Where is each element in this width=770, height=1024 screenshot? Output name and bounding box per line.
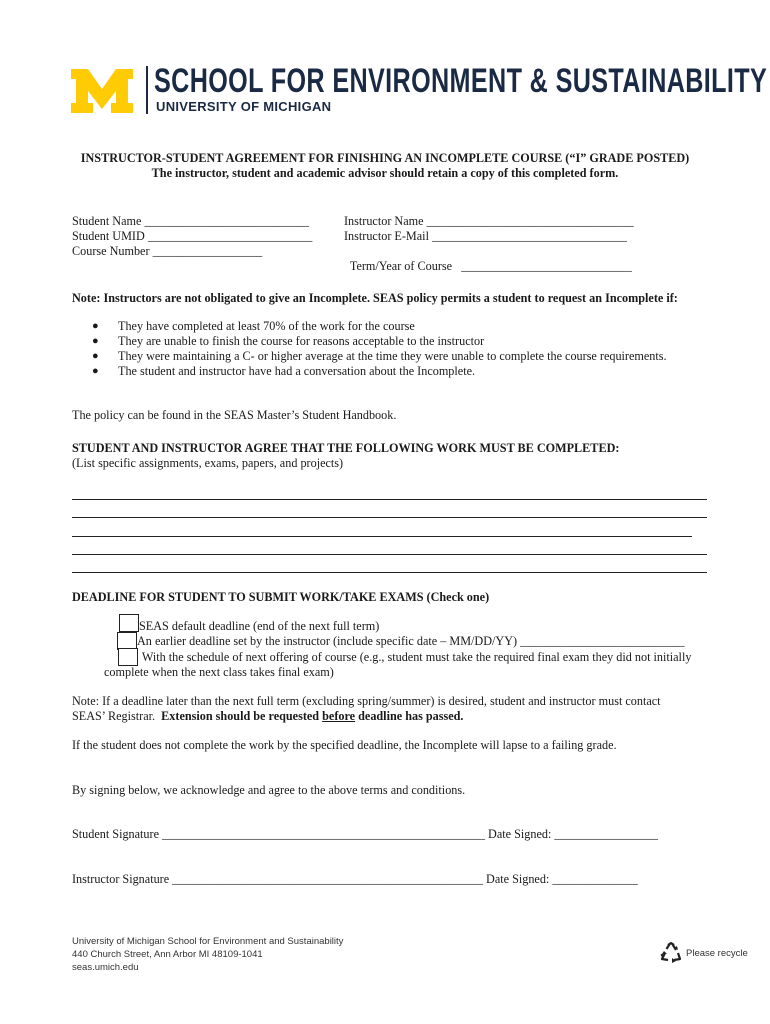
bullet-icon: ● — [92, 320, 99, 332]
work-line[interactable] — [72, 499, 707, 500]
work-heading: STUDENT AND INSTRUCTOR AGREE THAT THE FOLLOWING WORK MUST BE COMPLETED: — [72, 441, 620, 455]
lapse-text: If the student does not complete the work by the specified deadline, the Incomplete will lapse to a failing grade. — [72, 738, 617, 752]
deadline-option-earlier: An earlier deadline set by the instructor (include specific date – MM/DD/YY) ___________________________ — [137, 634, 685, 648]
note-heading: Note: Instructors are not obligated to give an Incomplete. SEAS policy permits a student to request an Incomplete if: — [72, 291, 678, 305]
recycle-text: Please recycle — [686, 948, 748, 959]
bullet-icon: ● — [92, 350, 99, 362]
course-number-field[interactable]: Course Number __________________ — [72, 244, 263, 258]
later-deadline-note-2: SEAS’ Registrar. Extension should be requested before deadline has passed. — [72, 709, 464, 723]
note-bullet: They were maintaining a C- or higher average at the time they were unable to complete the course requirements. — [118, 349, 667, 363]
note-bullet: The student and instructor have had a conversation about the Incomplete. — [118, 364, 476, 378]
term-year-field[interactable]: Term/Year of Course ____________________________ — [349, 259, 632, 273]
deadline-option-next-offering: With the schedule of next offering of course (e.g., student must take the required final exam they did not initially — [139, 650, 692, 664]
acknowledge-text: By signing below, we acknowledge and agree to the above terms and conditions. — [72, 783, 466, 797]
work-line[interactable] — [72, 572, 707, 573]
deadline-checkbox-default[interactable] — [119, 614, 139, 632]
policy-text: The policy can be found in the SEAS Master’s Student Handbook. — [72, 408, 397, 422]
work-subheading: (List specific assignments, exams, papers, and projects) — [72, 456, 344, 470]
work-line[interactable] — [72, 554, 707, 555]
instructor-name-field[interactable]: Instructor Name __________________________________ — [344, 214, 634, 228]
footer-school: University of Michigan School for Environment and Sustainability — [72, 936, 344, 947]
student-signature-line[interactable]: Student Signature _____________________________________________________ Date Signed: _________________ — [72, 827, 658, 841]
student-umid-field[interactable]: Student UMID ___________________________ — [72, 229, 313, 243]
instructor-email-field[interactable]: Instructor E-Mail ________________________________ — [344, 229, 627, 243]
deadline-option-next-offering-cont: complete when the next class takes final exam) — [104, 665, 334, 679]
deadline-checkbox-next-offering[interactable] — [118, 648, 138, 666]
bullet-icon: ● — [92, 335, 99, 347]
block-m-logo — [71, 69, 133, 113]
bullet-icon: ● — [92, 365, 99, 377]
recycle-icon — [659, 941, 683, 965]
work-line[interactable] — [72, 536, 692, 537]
work-line[interactable] — [72, 517, 707, 518]
footer-address: 440 Church Street, Ann Arbor MI 48109-1041 — [72, 949, 263, 960]
deadline-heading: DEADLINE FOR STUDENT TO SUBMIT WORK/TAKE EXAMS (Check one) — [72, 590, 490, 604]
student-name-field[interactable]: Student Name ___________________________ — [72, 214, 309, 228]
instructor-signature-line[interactable]: Instructor Signature ___________________________________________________ Date Signed: ______________ — [72, 872, 638, 886]
form-title: INSTRUCTOR-STUDENT AGREEMENT FOR FINISHING AN INCOMPLETE COURSE (“I” GRADE POSTED) — [80, 151, 690, 165]
school-name: SCHOOL FOR ENVIRONMENT & SUSTAINABILITY — [154, 62, 768, 100]
form-subtitle: The instructor, student and academic advisor should retain a copy of this completed form. — [151, 166, 619, 180]
deadline-option-default: SEAS default deadline (end of the next full term) — [139, 619, 380, 633]
header-divider — [146, 66, 148, 114]
footer-website: seas.umich.edu — [72, 962, 139, 973]
note-bullet: They are unable to finish the course for reasons acceptable to the instructor — [118, 334, 485, 348]
university-name: UNIVERSITY OF MICHIGAN — [156, 99, 332, 114]
note-bullet: They have completed at least 70% of the work for the course — [118, 319, 415, 333]
later-deadline-note: Note: If a deadline later than the next full term (excluding spring/summer) is desired, student and instructor must contact — [72, 694, 661, 708]
